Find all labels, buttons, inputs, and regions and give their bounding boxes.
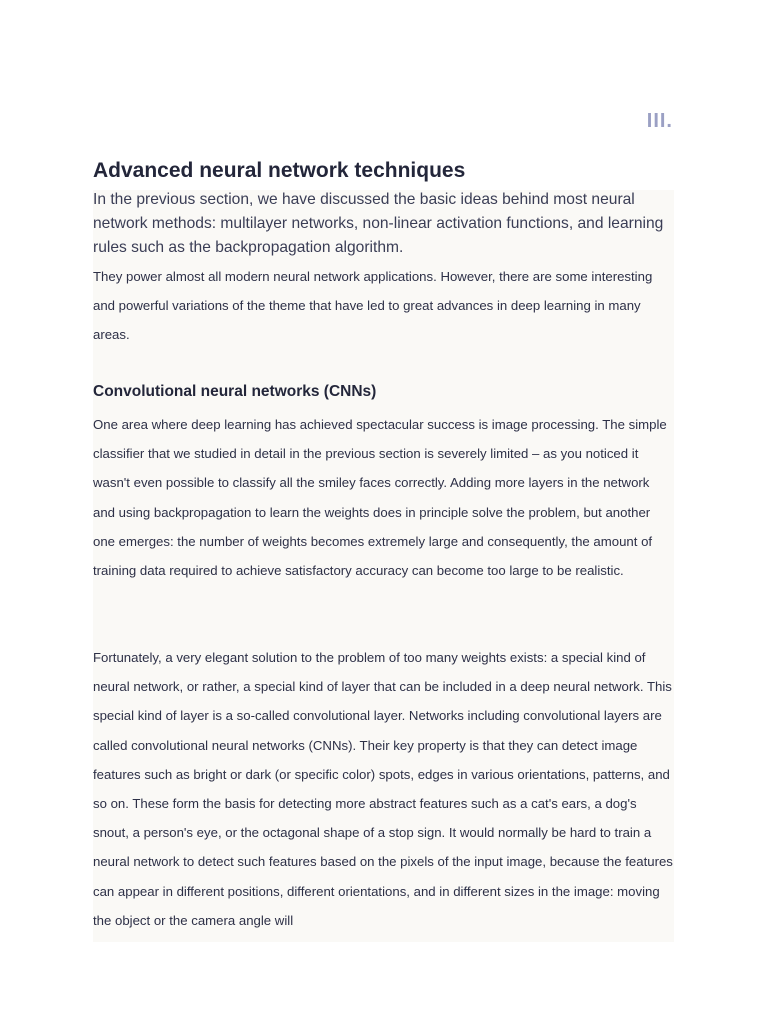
section-heading: Convolutional neural networks (CNNs) (93, 383, 377, 400)
section-paragraph: Fortunately, a very elegant solution to the problem of too many weights exists: a special kind of neural network, or rather, a special kind of layer that can be included in a deep neural network. This special kind of layer is a so-called convolutional layer. Networks including convolutional layers are called convolutional neural networks (CNNs). Their key property is that they can detect image features such as bright or dark (or specific color) spots, edges in various orientations, patterns, and so on. These form the basis for detecting more abstract features such as a cat's ears, a dog's snout, a person's eye, or the octagonal shape of a stop sign. It would normally be hard to train a neural network to detect such features based on the pixels of the input image, because the features can appear in different positions, different orientations, and in different sizes in the image: moving the object or the camera angle will (93, 650, 673, 928)
page-title: Advanced neural network techniques (93, 159, 466, 182)
lead-paragraph: In the previous section, we have discussed the basic ideas behind most neural network methods: multilayer networks, non-linear activation functions, and learning rules such as the backpropagation algorithm. (93, 191, 664, 256)
intro-paragraph: They power almost all modern neural network applications. However, there are some interesting and powerful variations of the theme that have led to great advances in deep learning in many areas. (93, 269, 653, 343)
section-paragraph: One area where deep learning has achieved spectacular success is image processing. The simple classifier that we studied in detail in the previous section is severely limited – as you noticed it wasn't even possible to classify all the smiley faces correctly. Adding more layers in the network and using backpropagation to learn the weights does in principle solve the problem, but another one emerges: the number of weights becomes extremely large and consequently, the amount of training data required to achieve satisfactory accuracy can become too large to be realistic. (93, 417, 667, 579)
chapter-number: III. (646, 110, 673, 132)
